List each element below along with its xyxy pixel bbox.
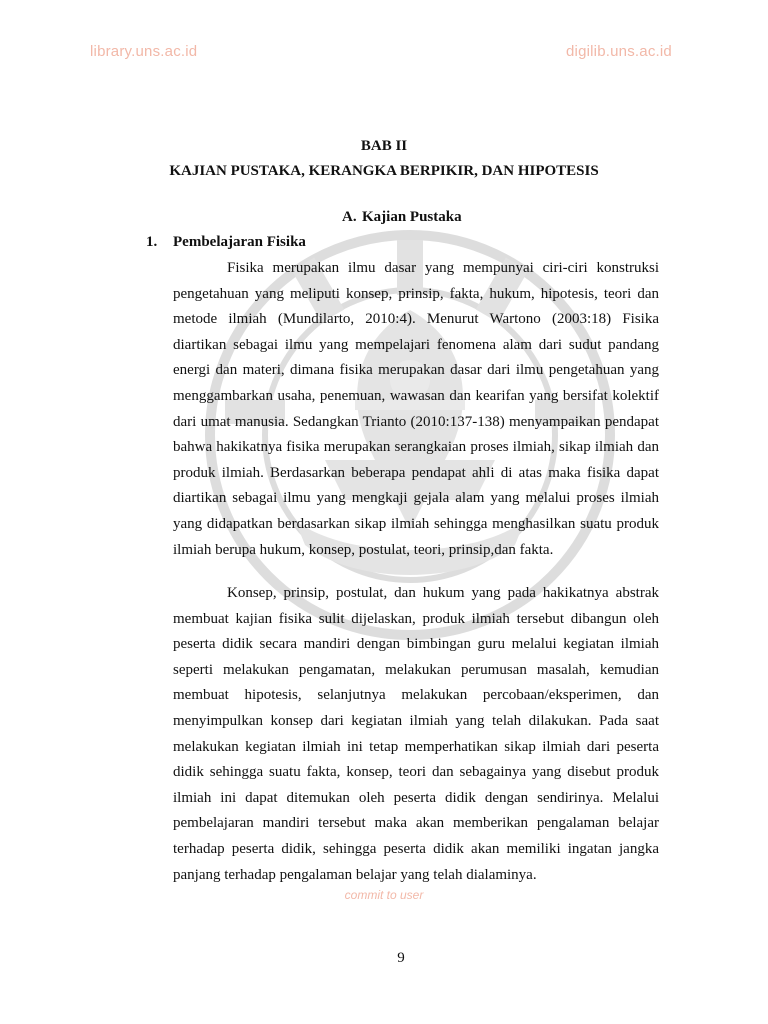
subsection-marker: 1. <box>146 234 158 250</box>
subsection-title: Pembelajaran Fisika <box>173 234 306 250</box>
body-paragraph: Fisika merupakan ilmu dasar yang mempunyai ciri-ciri konstruksi pengetahuan yang meliputi konsep, prinsip, fakta, hukum, hipotesis, teori dan metode ilmiah (Mundilarto, 2010:4). Menurut Wartono (2003:18) Fisika diartikan sebagai ilmu yang mempelajari fenomena alam dari sudut pandang energi dan materi, dimana fisika merupakan dasar dari ilmu pengetahuan yang menggambarkan usaha, penemuan, wawasan dan kearifan yang bersifat kolektif dari umat manusia. Sedangkan Trianto (2010:137-138) menyampaikan pendapat bahwa hakikatnya fisika merupakan serangkaian proses ilmiah, sikap ilmiah dan produk ilmiah. Berdasarkan beberapa pendapat ahli di atas maka fisika dapat diartikan sebagai ilmu yang mengkaji gejala alam yang melalui proses ilmiah yang didapatkan berdasarkan sikap ilmiah sehingga menghasilkan suatu produk ilmiah berupa hukum, konsep, postulat, teori, prinsip,dan fakta. <box>173 260 659 558</box>
page-number: 9 <box>397 950 405 966</box>
section-marker: A. <box>342 209 357 225</box>
section-title: Kajian Pustaka <box>362 209 462 225</box>
commit-watermark: commit to user <box>344 888 424 902</box>
subsection-heading <box>146 234 306 251</box>
chapter-title: KAJIAN PUSTAKA, KERANGKA BERPIKIR, DAN HIPOTESIS <box>169 163 599 179</box>
body-paragraph: Konsep, prinsip, postulat, dan hukum yang pada hakikatnya abstrak membuat kajian fisika sulit dijelaskan, produk ilmiah tersebut dibangun oleh peserta didik secara mandiri dengan bimbingan guru melalui kegiatan ilmiah seperti melakukan pengamatan, melakukan perumusan masalah, kemudian membuat hipotesis, selanjutnya melakukan percobaan/eksperimen, dan menyimpulkan konsep dari kegiatan ilmiah yang telah dilakukan. Pada saat melakukan kegiatan ilmiah ini tetap memperhatikan sikap ilmiah dari peserta didik sehingga suatu fakta, konsep, teori dan sebagainya yang disebut produk ilmiah ini dapat ditemukan oleh peserta didik dengan sendirinya. Melalui pembelajaran mandiri tersebut maka akan memberikan pengalaman belajar terhadap peserta didik, sehingga peserta didik akan memiliki ingatan jangka panjang terhadap pengalaman belajar yang telah dialaminya. <box>173 585 659 883</box>
watermark-url-left: library.uns.ac.id <box>90 43 198 60</box>
section-heading <box>342 209 462 226</box>
chapter-number: BAB II <box>360 138 408 154</box>
watermark-url-right: digilib.uns.ac.id <box>566 43 672 60</box>
